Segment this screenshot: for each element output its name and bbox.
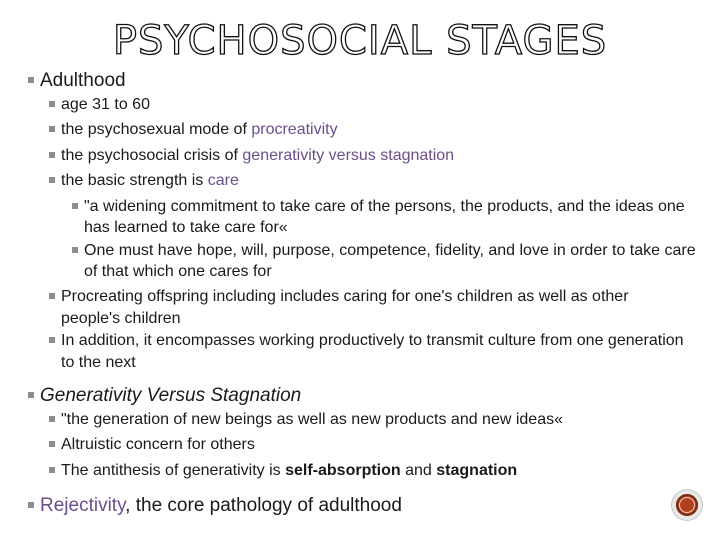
slide-title: PSYCHOSOCIAL STAGES (112, 18, 608, 64)
bullet-icon (49, 441, 55, 447)
section-heading: Generativity Versus Stagnation (40, 385, 302, 406)
bullet-icon (28, 392, 34, 398)
item-text: age 31 to 60 (61, 96, 150, 113)
item-accent: procreativity (251, 121, 338, 138)
sub-item-text: One must have hope, will, purpose, competence, fidelity, and love in order to take care of that which one cares for (84, 242, 696, 280)
circle-button-icon[interactable] (672, 490, 702, 520)
bullet-icon (49, 416, 55, 422)
bullet-icon (49, 467, 55, 473)
item-text: Procreating offspring including includes caring for one's children as well as other people's children (61, 288, 629, 327)
bullet-icon (72, 203, 78, 209)
bullet-icon (28, 77, 34, 83)
list-item (47, 409, 687, 431)
item-bold: self-absorption (285, 462, 401, 479)
item-accent: Rejectivity (40, 495, 126, 516)
section-heading: Adulthood (40, 70, 126, 91)
sub-item-text: "a widening commitment to take care of the persons, the products, and the ideas one has learned to take care for« (84, 198, 685, 236)
item-text: the psychosexual mode of (61, 121, 252, 138)
item-accent: generativity versus stagnation (242, 147, 455, 164)
sub-list-item (70, 196, 710, 238)
item-text: the psychosocial crisis of (61, 147, 243, 164)
bullet-icon (49, 177, 55, 183)
item-accent: care (207, 172, 239, 189)
item-text: "the generation of new beings as well as new products and new ideas« (61, 411, 563, 428)
item-text: The antithesis of generativity is (61, 462, 286, 479)
item-text: In addition, it encompasses working productively to transmit culture from one generation to the next (61, 332, 684, 371)
item-bold: stagnation (436, 462, 518, 479)
item-text: and (400, 462, 437, 479)
list-item (47, 145, 454, 167)
list-item (47, 330, 687, 374)
list-item (47, 286, 687, 330)
list-item (47, 460, 517, 482)
bullet-icon (49, 293, 55, 299)
bullet-icon (49, 126, 55, 132)
bullet-icon (49, 337, 55, 343)
nav-ring (676, 494, 698, 516)
bullet-icon (28, 502, 34, 508)
list-item (47, 434, 255, 456)
item-text: the basic strength is (61, 172, 208, 189)
bullet-icon (49, 152, 55, 158)
bullet-icon (49, 101, 55, 107)
list-item (47, 94, 150, 116)
section-generativity (25, 384, 301, 408)
section-adulthood (25, 69, 126, 93)
list-item (47, 170, 239, 192)
list-item (47, 119, 338, 141)
sub-list-item (70, 240, 710, 282)
item-text: , the core pathology of adulthood (125, 495, 402, 516)
bullet-icon (72, 247, 78, 253)
section-rejectivity (25, 494, 402, 518)
item-text: Altruistic concern for others (61, 436, 255, 453)
